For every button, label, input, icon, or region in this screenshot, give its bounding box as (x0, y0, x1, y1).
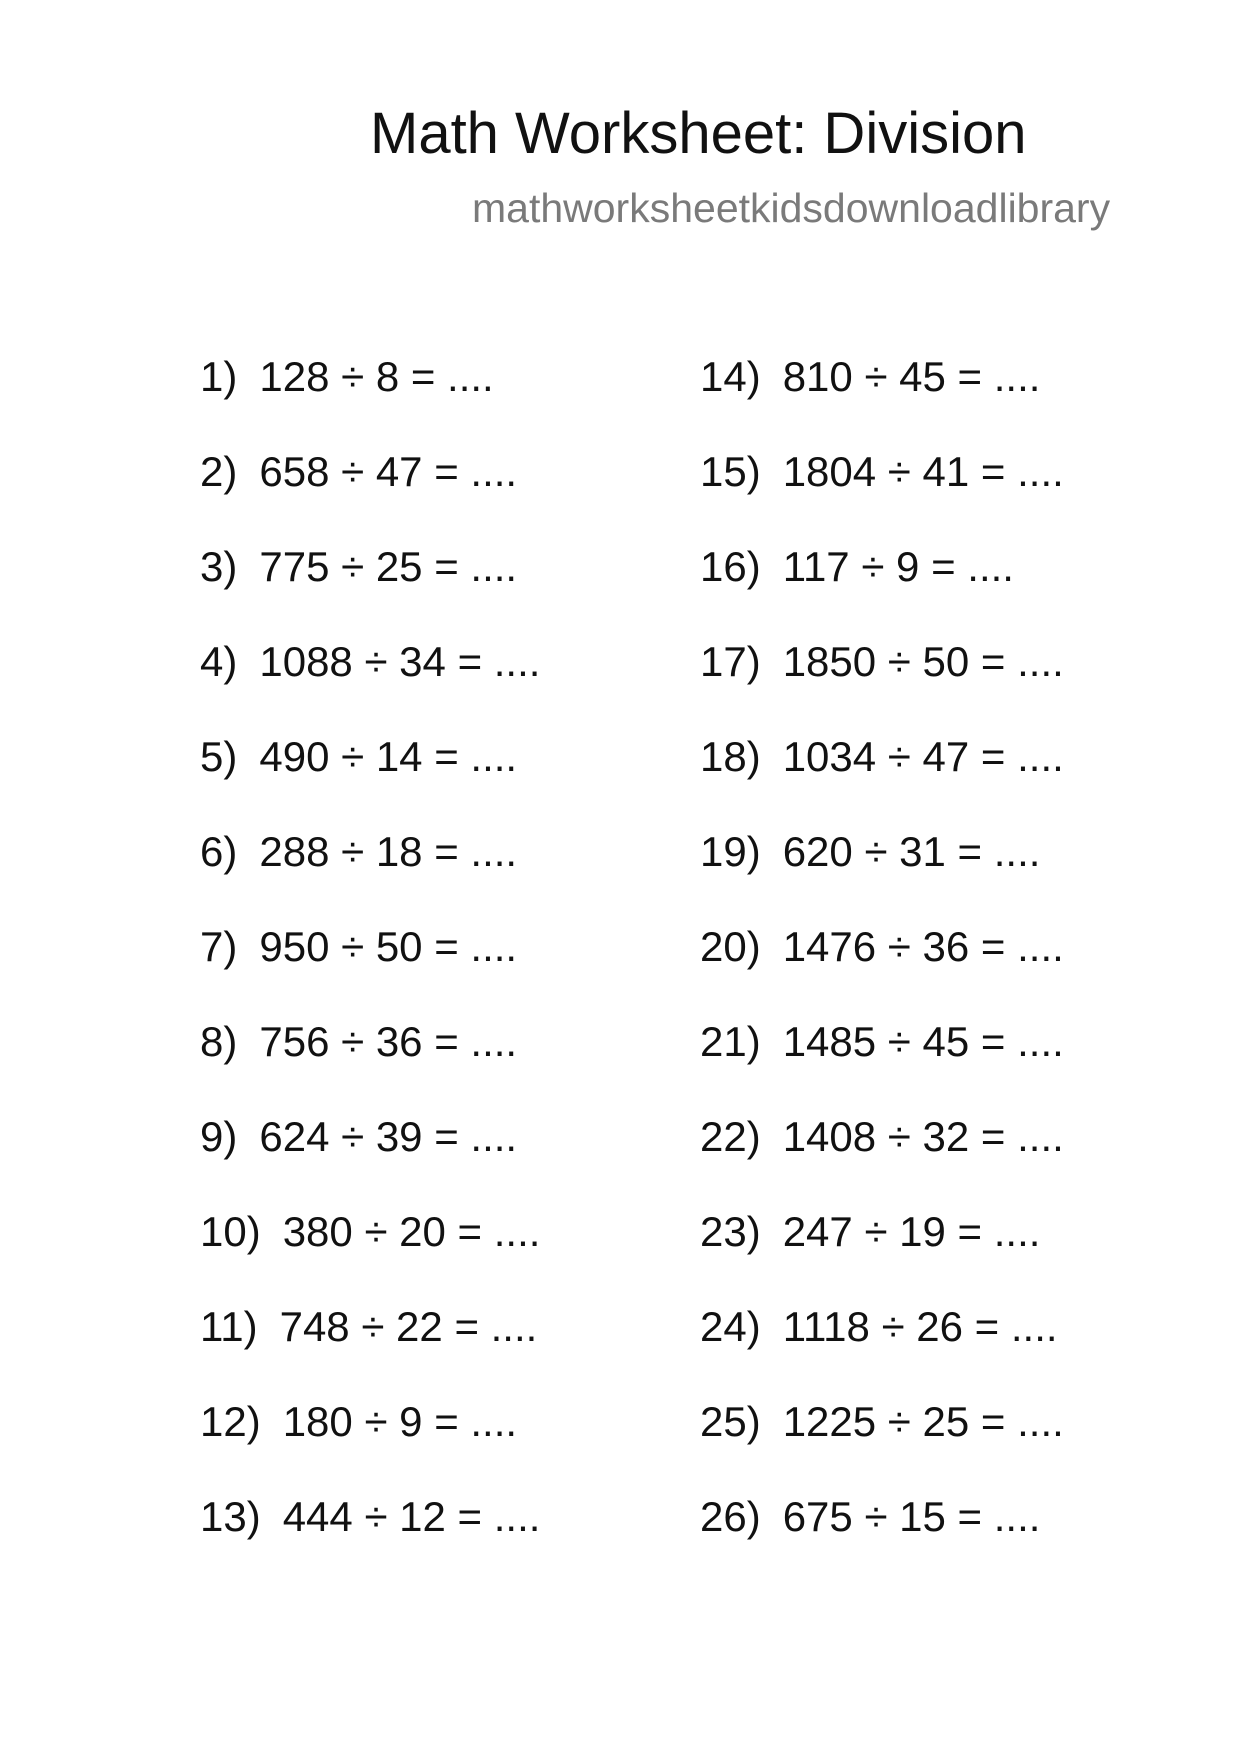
worksheet-title: Math Worksheet: Division (370, 101, 1027, 166)
problem-number: 7) (200, 923, 238, 970)
problem-number: 8) (200, 1018, 238, 1065)
problem-number: 14) (700, 353, 761, 400)
problem-expression: 180 ÷ 9 = .... (282, 1398, 518, 1445)
problem-expression: 247 ÷ 19 = .... (782, 1208, 1041, 1255)
problem-item (700, 922, 1064, 972)
problem-item (200, 827, 517, 877)
problem-number: 18) (700, 733, 761, 780)
problem-item (200, 542, 517, 592)
problem-number: 1) (200, 353, 238, 400)
problem-number: 10) (200, 1208, 261, 1255)
problem-item (700, 352, 1040, 402)
problem-number: 16) (700, 543, 761, 590)
problem-expression: 490 ÷ 14 = .... (259, 733, 518, 780)
problem-item (700, 1017, 1064, 1067)
problem-item (700, 1302, 1058, 1352)
problem-expression: 1485 ÷ 45 = .... (782, 1018, 1064, 1065)
problem-number: 21) (700, 1018, 761, 1065)
problem-number: 2) (200, 448, 238, 495)
problem-item (700, 1207, 1040, 1257)
problem-item (200, 1397, 517, 1447)
problem-number: 9) (200, 1113, 238, 1160)
problem-item (200, 1017, 517, 1067)
problem-number: 6) (200, 828, 238, 875)
problem-expression: 756 ÷ 36 = .... (259, 1018, 518, 1065)
problem-item (200, 1302, 537, 1352)
problem-item (700, 827, 1040, 877)
problem-item (200, 922, 517, 972)
problem-number: 24) (700, 1303, 761, 1350)
problem-expression: 1118 ÷ 26 = .... (782, 1303, 1058, 1350)
problem-item (700, 447, 1064, 497)
problem-expression: 675 ÷ 15 = .... (782, 1493, 1041, 1540)
problem-number: 25) (700, 1398, 761, 1445)
problem-number: 23) (700, 1208, 761, 1255)
problem-item (200, 1492, 540, 1542)
problem-expression: 117 ÷ 9 = .... (782, 543, 1014, 590)
problem-expression: 775 ÷ 25 = .... (259, 543, 518, 590)
problem-number: 12) (200, 1398, 261, 1445)
problem-expression: 444 ÷ 12 = .... (282, 1493, 541, 1540)
problem-number: 5) (200, 733, 238, 780)
problem-expression: 380 ÷ 20 = .... (282, 1208, 541, 1255)
problem-item (700, 1397, 1064, 1447)
problem-item (200, 447, 517, 497)
problem-expression: 128 ÷ 8 = .... (259, 353, 494, 400)
problem-expression: 1034 ÷ 47 = .... (782, 733, 1064, 780)
problem-item (700, 732, 1064, 782)
problem-item (200, 732, 517, 782)
problem-expression: 1476 ÷ 36 = .... (782, 923, 1064, 970)
problem-item (200, 637, 540, 687)
problem-expression: 950 ÷ 50 = .... (259, 923, 518, 970)
problem-number: 11) (200, 1303, 258, 1350)
problem-number: 3) (200, 543, 238, 590)
worksheet-source: mathworksheetkidsdownloadlibrary (472, 185, 1111, 231)
problem-item (200, 1112, 517, 1162)
problem-item (700, 1492, 1040, 1542)
problem-item (200, 1207, 540, 1257)
problem-number: 17) (700, 638, 761, 685)
problem-expression: 1225 ÷ 25 = .... (782, 1398, 1064, 1445)
problem-number: 22) (700, 1113, 761, 1160)
problem-item (200, 352, 494, 402)
problem-expression: 1850 ÷ 50 = .... (782, 638, 1064, 685)
problem-number: 20) (700, 923, 761, 970)
problem-number: 26) (700, 1493, 761, 1540)
problem-expression: 748 ÷ 22 = .... (279, 1303, 538, 1350)
problem-expression: 624 ÷ 39 = .... (259, 1113, 518, 1160)
problem-expression: 620 ÷ 31 = .... (782, 828, 1041, 875)
problem-item (700, 1112, 1064, 1162)
problem-expression: 810 ÷ 45 = .... (782, 353, 1041, 400)
problem-expression: 658 ÷ 47 = .... (259, 448, 518, 495)
problem-number: 13) (200, 1493, 261, 1540)
problem-expression: 288 ÷ 18 = .... (259, 828, 518, 875)
problem-number: 19) (700, 828, 761, 875)
problem-expression: 1088 ÷ 34 = .... (259, 638, 541, 685)
problem-item (700, 637, 1064, 687)
problem-item (700, 542, 1014, 592)
problem-number: 4) (200, 638, 238, 685)
problem-number: 15) (700, 448, 761, 495)
problem-expression: 1804 ÷ 41 = .... (782, 448, 1064, 495)
problem-expression: 1408 ÷ 32 = .... (782, 1113, 1064, 1160)
